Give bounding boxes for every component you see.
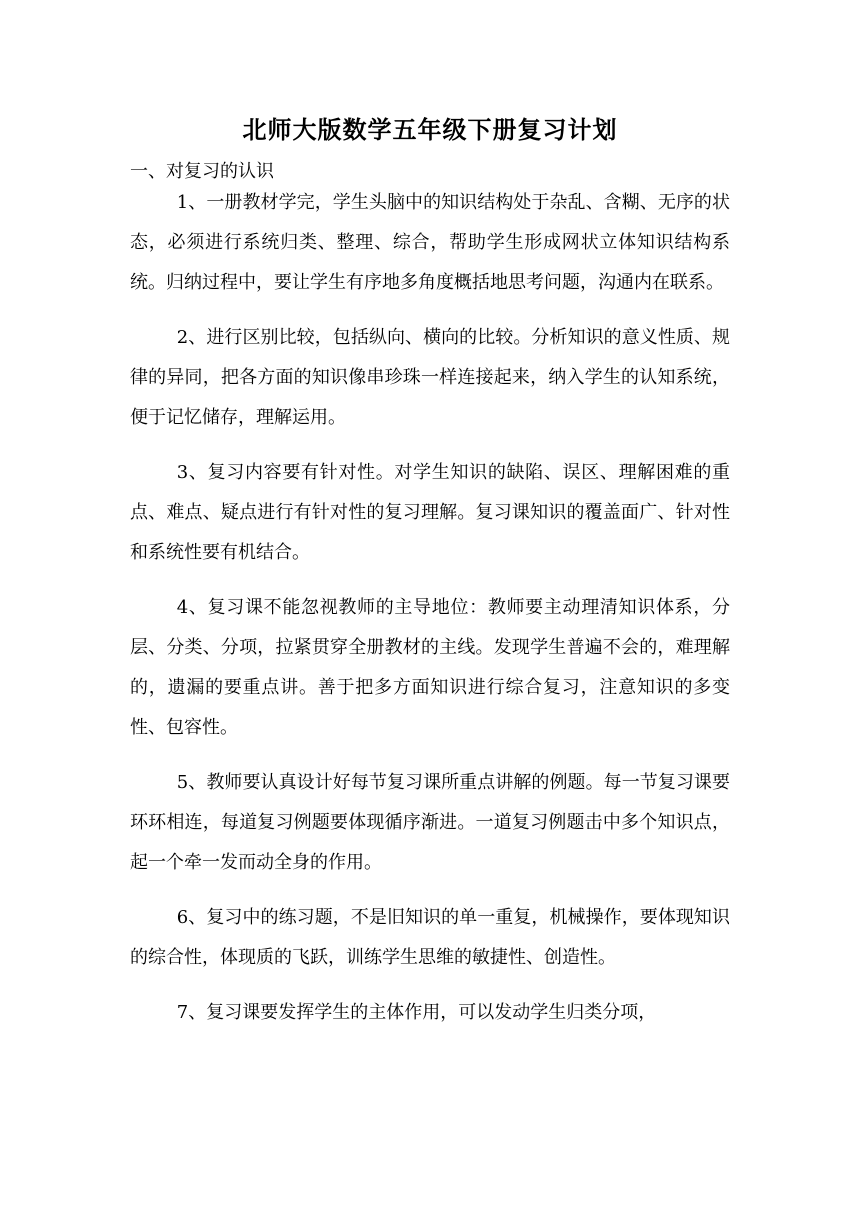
paragraph-7: 7、复习课要发挥学生的主体作用，可以发动学生归类分项，	[176, 1002, 657, 1023]
paragraph-4: 4、复习课不能忽视教师的主导地位：教师要主动理清知识体系，分层、分类、分项，拉紧贯穿全册教材的主线。发现学生普遍不会的，难理解的，遗漏的要重点讲。善于把多方面知识进行综合复习，注意知识的多变性、包容性。	[130, 597, 730, 738]
paragraph-2: 2、进行区别比较，包括纵向、横向的比较。分析知识的意义性质、规律的异同，把各方面的知识像串珍珠一样连接起来，纳入学生的认知系统，便于记忆储存，理解运用。	[130, 327, 730, 428]
document-title: 北师大版数学五年级下册复习计划	[242, 116, 618, 144]
paragraph-3: 3、复习内容要有针对性。对学生知识的缺陷、误区、理解困难的重点、难点、疑点进行有针对性的复习理解。复习课知识的覆盖面广、针对性和系统性要有机结合。	[130, 462, 730, 563]
paragraph-6: 6、复习中的练习题，不是旧知识的单一重复，机械操作，要体现知识的综合性，体现质的飞跃，训练学生思维的敏捷性、创造性。	[130, 907, 730, 968]
document-body	[130, 183, 730, 1048]
paragraph-5: 5、教师要认真设计好每节复习课所重点讲解的例题。每一节复习课要环环相连，每道复习例题要体现循序渐进。一道复习例题击中多个知识点，起一个牵一发而动全身的作用。	[130, 772, 730, 873]
section-heading: 一、对复习的认识	[130, 161, 274, 182]
paragraph-1: 1、一册教材学完，学生头脑中的知识结构处于杂乱、含糊、无序的状态，必须进行系统归类、整理、综合，帮助学生形成网状立体知识结构系统。归纳过程中，要让学生有序地多角度概括地思考问题，沟通内在联系。	[130, 192, 730, 293]
